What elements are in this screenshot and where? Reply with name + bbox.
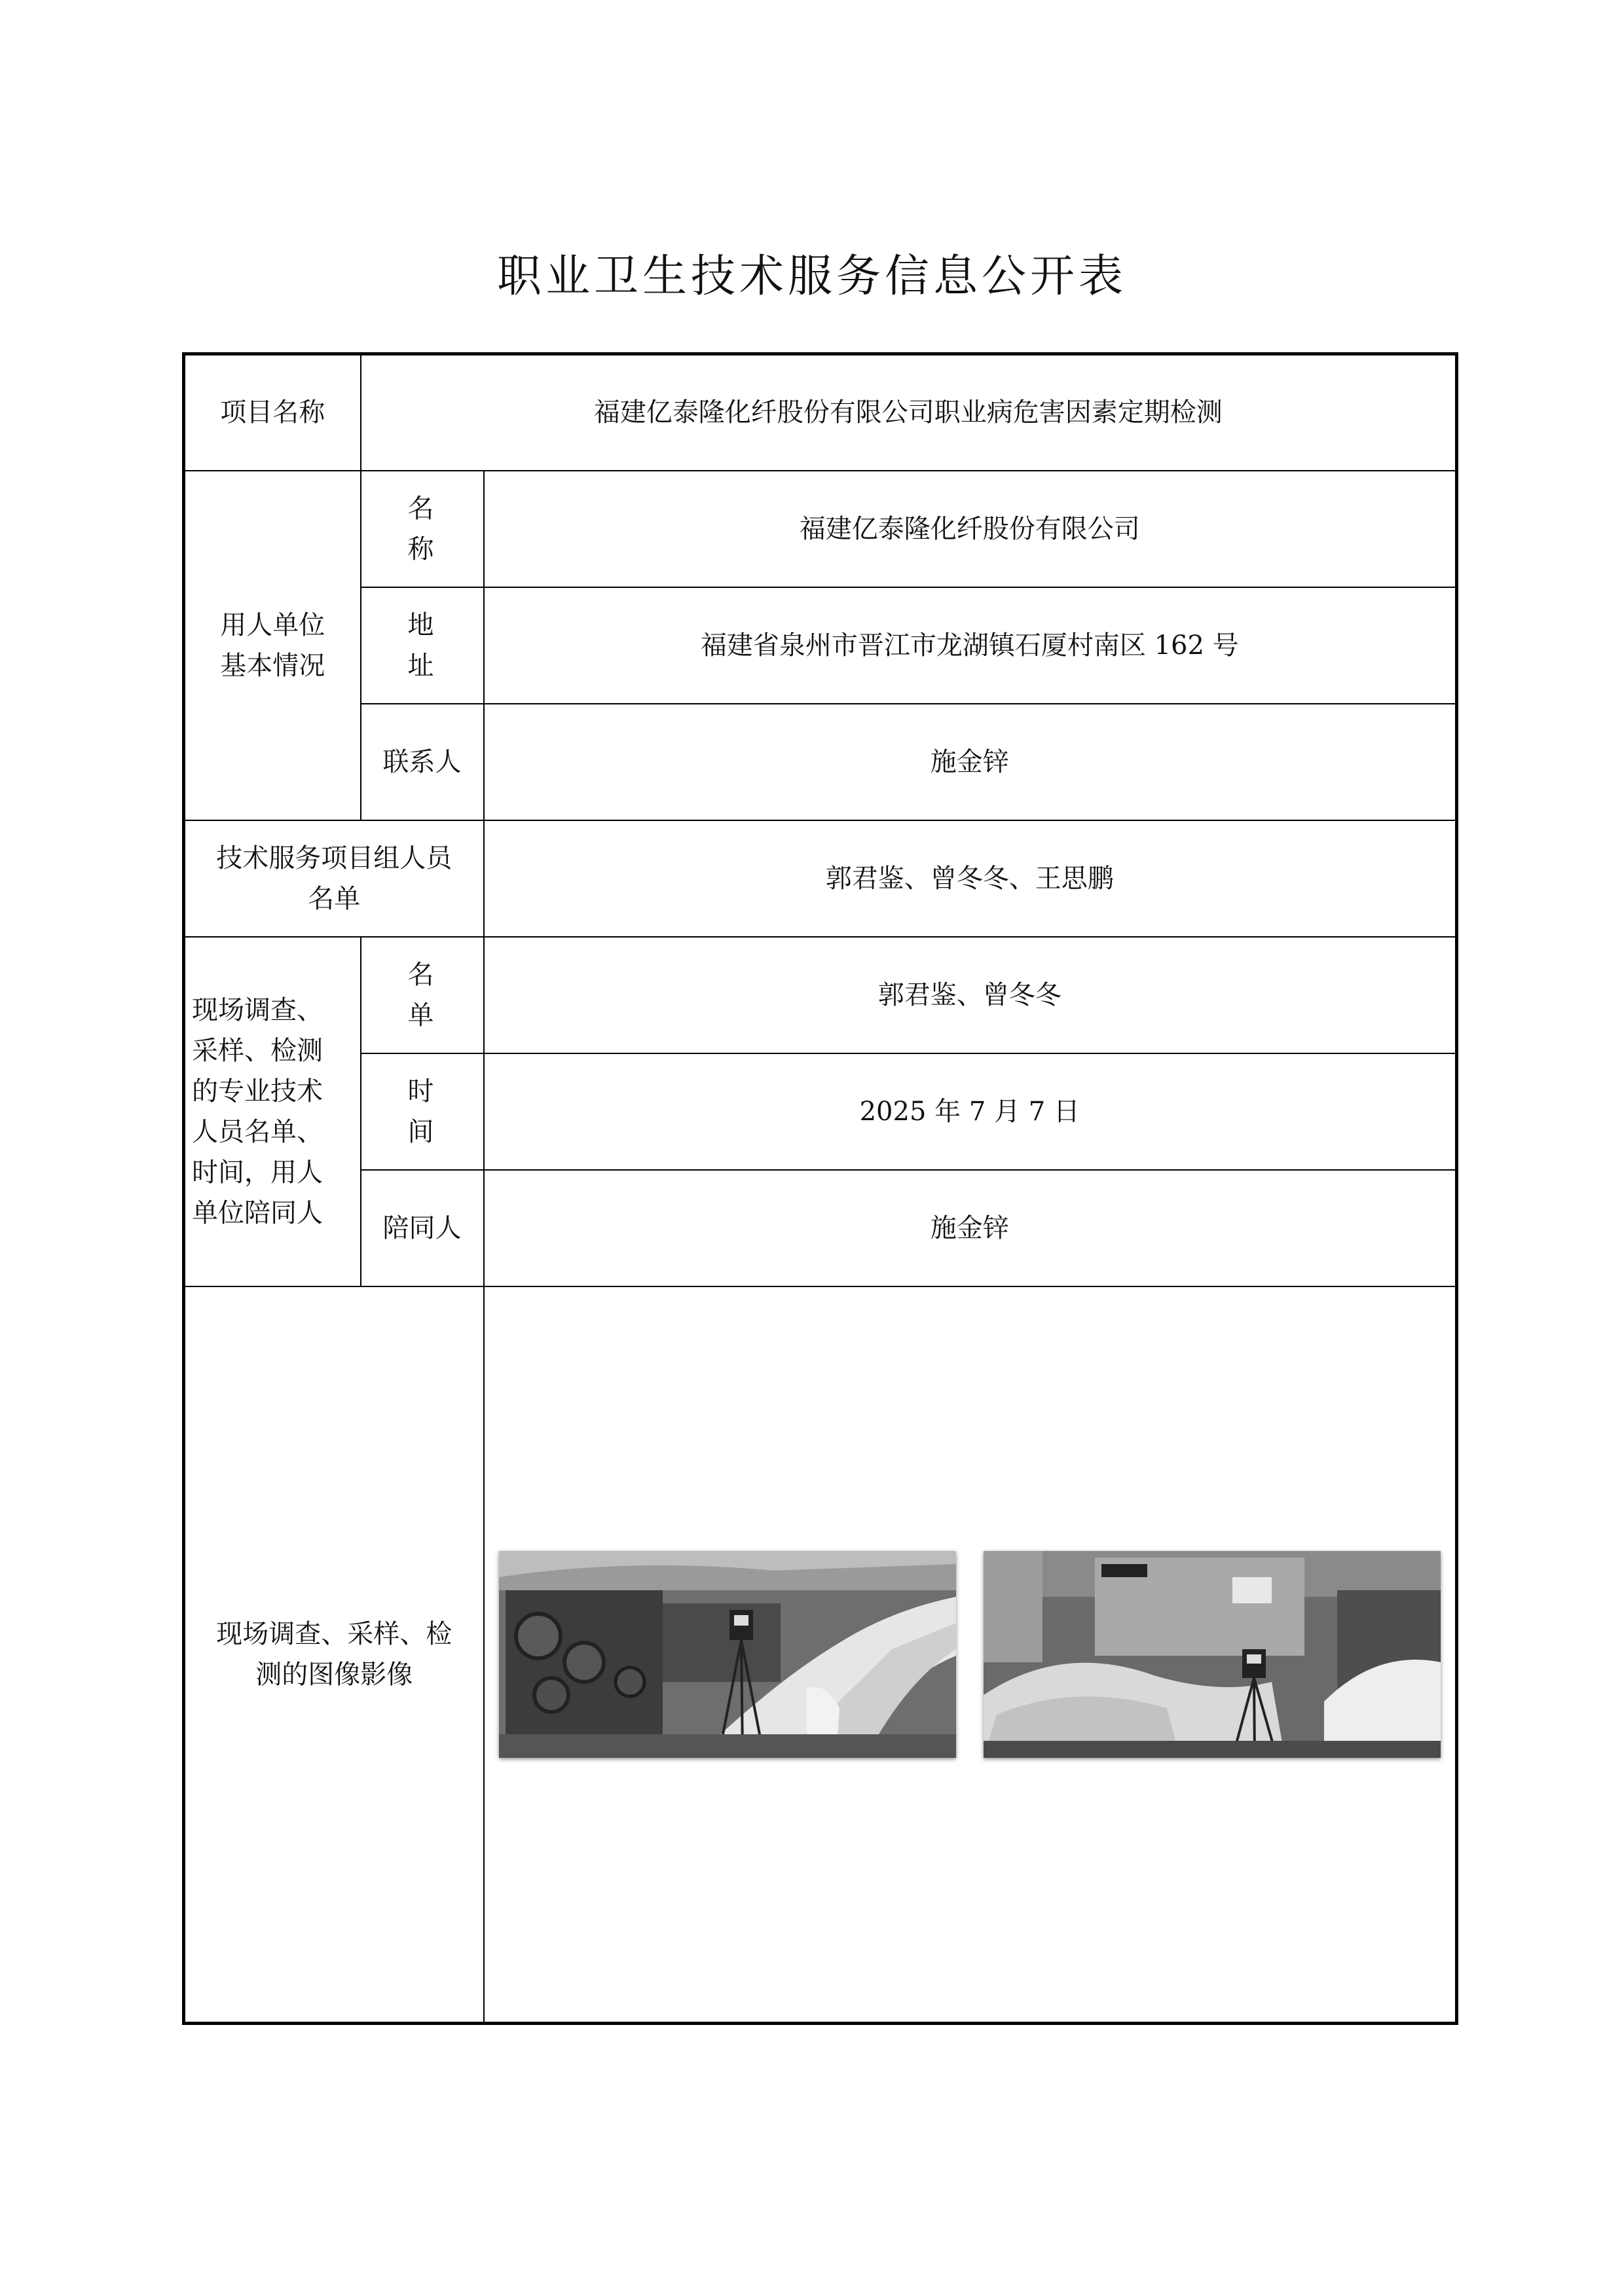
employer-name-value: 福建亿泰隆化纤股份有限公司	[484, 471, 1457, 587]
survey-label	[184, 937, 361, 1286]
images-label-line1: 现场调查、采样、检	[216, 1618, 452, 1649]
factory-machinery-photo	[499, 1551, 956, 1758]
row-employer-name	[184, 471, 1457, 587]
row-survey-list	[184, 937, 1457, 1053]
survey-list-value: 郭君鉴、曾冬冬	[484, 937, 1457, 1053]
employer-contact-label: 联系人	[361, 704, 484, 820]
survey-escort-value: 施金锌	[484, 1170, 1457, 1286]
images-cell	[484, 1286, 1457, 2024]
document-title: 职业卫生技术服务信息公开表	[496, 251, 1127, 302]
survey-time-label: 时间	[361, 1053, 484, 1170]
fiber-processing-machine-photo	[984, 1551, 1441, 1758]
team-label	[184, 820, 484, 937]
photo-row	[485, 1551, 1456, 1758]
survey-label-line: 采样、检测	[192, 1035, 323, 1066]
images-label	[184, 1286, 484, 2024]
employer-name-label: 名称	[361, 471, 484, 587]
survey-list-label: 名单	[361, 937, 484, 1053]
team-label-line2: 名单	[308, 883, 361, 914]
survey-label-line: 人员名单、	[192, 1116, 323, 1147]
survey-label-line: 时间，用人	[192, 1157, 323, 1188]
row-project	[184, 354, 1457, 471]
employer-address-value: 福建省泉州市晋江市龙湖镇石厦村南区 162 号	[484, 587, 1457, 704]
row-employer-contact	[184, 704, 1457, 820]
employer-contact-value: 施金锌	[484, 704, 1457, 820]
project-label: 项目名称	[184, 354, 361, 471]
row-images	[184, 1286, 1457, 2024]
survey-label-line: 现场调查、	[192, 994, 323, 1025]
survey-label-line: 的专业技术	[192, 1076, 323, 1106]
team-value: 郭君鉴、曾冬冬、王思鹏	[484, 820, 1457, 937]
survey-time-value: 2025 年 7 月 7 日	[484, 1053, 1457, 1170]
survey-escort-label: 陪同人	[361, 1170, 484, 1286]
survey-label-line: 单位陪同人	[192, 1197, 323, 1228]
row-survey-time	[184, 1053, 1457, 1170]
info-table	[182, 352, 1458, 2025]
employer-label-line2: 基本情况	[220, 650, 325, 681]
employer-address-label: 地址	[361, 587, 484, 704]
project-value: 福建亿泰隆化纤股份有限公司职业病危害因素定期检测	[361, 354, 1457, 471]
images-label-line2: 测的图像影像	[255, 1659, 413, 1690]
employer-label-line1: 用人单位	[220, 610, 325, 640]
employer-label	[184, 471, 361, 820]
row-team	[184, 820, 1457, 937]
row-employer-address	[184, 587, 1457, 704]
row-survey-escort	[184, 1170, 1457, 1286]
team-label-line1: 技术服务项目组人员	[216, 843, 452, 873]
